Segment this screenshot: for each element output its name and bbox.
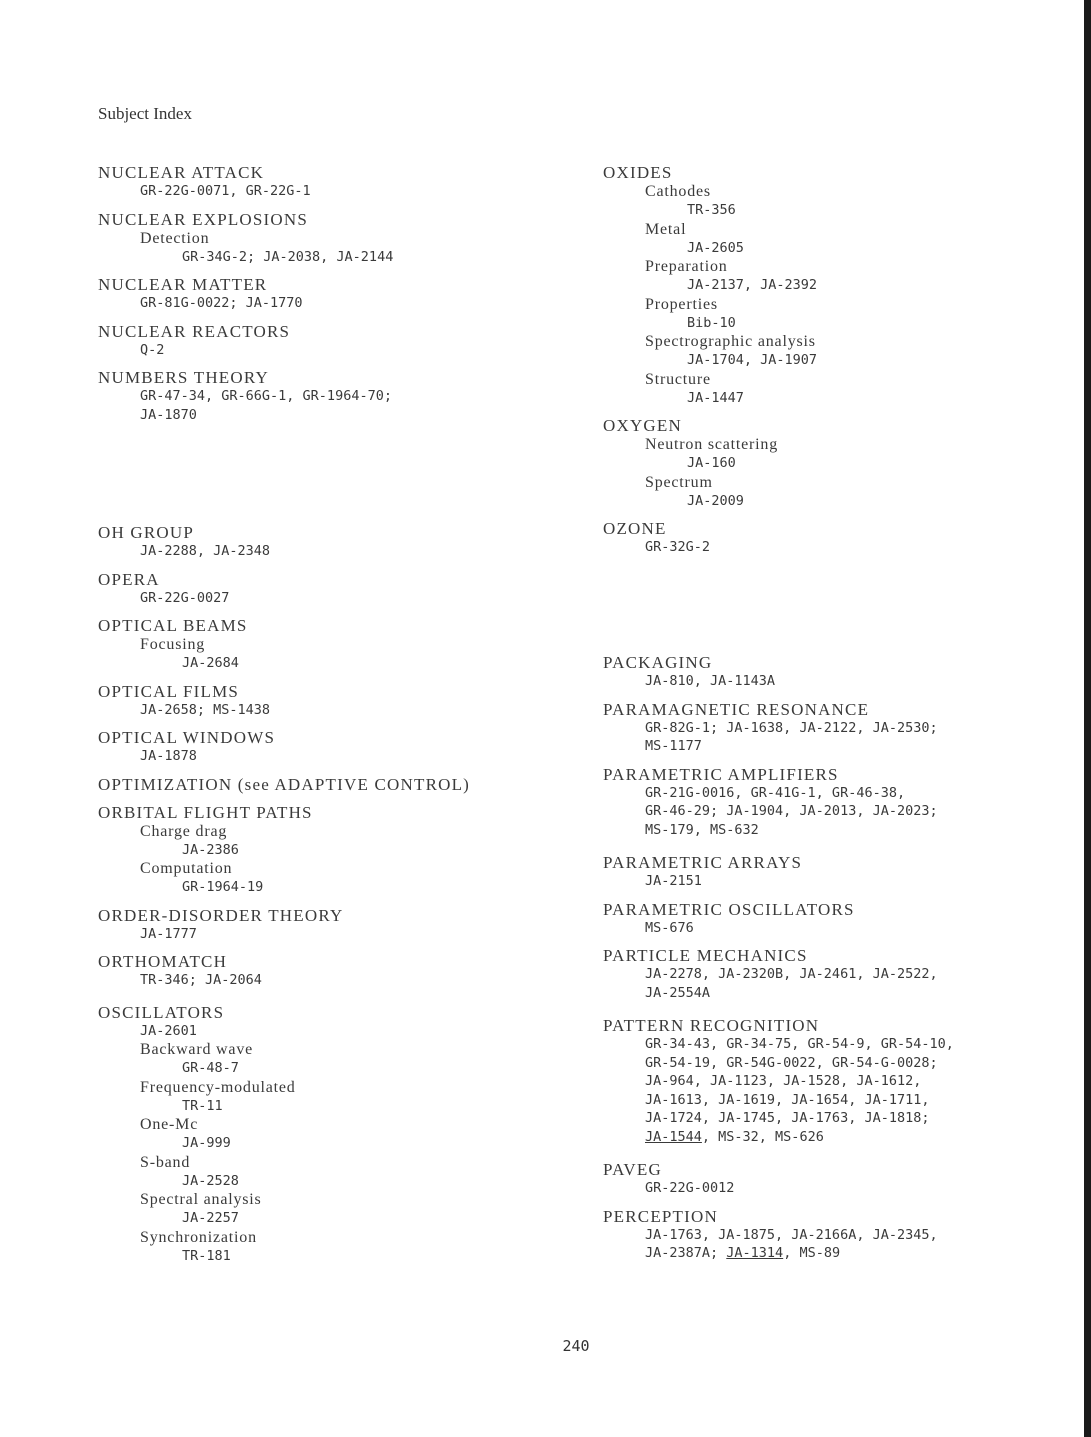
- index-term: ORDER-DISORDER THEORY: [98, 905, 344, 925]
- index-entry: [98, 523, 558, 561]
- index-term: NUCLEAR ATTACK: [98, 163, 265, 182]
- index-entry: [603, 416, 1073, 510]
- index-reference: GR-81G-0022; JA-1770: [140, 295, 303, 311]
- index-entry: [603, 653, 1073, 691]
- index-subterm: Detection: [140, 229, 210, 247]
- index-reference: JA-2278, JA-2320B, JA-2461, JA-2522,: [645, 966, 938, 982]
- index-reference: TR-356: [687, 202, 736, 218]
- index-reference: JA-2009: [687, 492, 744, 509]
- index-subterm: Computation: [140, 860, 233, 877]
- index-entry: [603, 700, 1073, 756]
- index-entry: [603, 1016, 1073, 1146]
- index-reference: Q-2: [140, 341, 165, 358]
- o-section-continued: [603, 163, 1073, 557]
- index-term: PARAMETRIC AMPLIFIERS: [603, 764, 839, 784]
- index-reference: [603, 1128, 1073, 1147]
- index-reference: GR-22G-0012: [645, 1180, 735, 1196]
- index-term: ORBITAL FLIGHT PATHS: [98, 802, 313, 822]
- index-reference: JA-999: [182, 1135, 231, 1151]
- underlined-reference: JA-1544: [645, 1128, 702, 1145]
- index-term: OPTICAL BEAMS: [98, 616, 248, 635]
- index-subterm: Properties: [645, 295, 718, 313]
- index-reference: Bib-10: [687, 314, 736, 331]
- index-reference: TR-346; JA-2064: [140, 972, 262, 988]
- index-reference: JA-2658; MS-1438: [140, 701, 271, 718]
- page-number: 240: [562, 1337, 590, 1355]
- index-entry: [603, 1207, 1073, 1263]
- index-term: PARAMAGNETIC RESONANCE: [603, 699, 870, 719]
- index-reference: JA-2257: [182, 1210, 239, 1226]
- index-reference: JA-964, JA-1123, JA-1528, JA-1612,: [645, 1073, 922, 1089]
- reference-lead: JA-2387A;: [645, 1245, 727, 1261]
- index-term: OSCILLATORS: [98, 1002, 225, 1022]
- index-reference: JA-2605: [687, 239, 744, 256]
- o-section: [98, 523, 558, 1274]
- index-entry: [98, 322, 558, 360]
- index-entry: [98, 682, 558, 720]
- index-reference: GR-32G-2: [645, 539, 711, 555]
- index-entry: [98, 1003, 558, 1266]
- index-reference: GR-34G-2; JA-2038, JA-2144: [182, 248, 394, 265]
- index-reference: TR-11: [182, 1097, 223, 1114]
- index-term: PAVEG: [603, 1160, 662, 1179]
- index-entry: [98, 775, 558, 794]
- index-reference: GR-46-29; JA-1904, JA-2013, JA-2023;: [645, 803, 938, 819]
- index-entry: [98, 275, 558, 313]
- index-reference: GR-48-7: [182, 1060, 239, 1076]
- index-reference: JA-1704, JA-1907: [687, 352, 818, 368]
- index-subterm: Spectrographic analysis: [645, 333, 816, 350]
- index-subterm: Preparation: [645, 258, 728, 275]
- underlined-reference: JA-1314: [726, 1245, 784, 1261]
- index-subterm: Focusing: [140, 636, 206, 653]
- index-term-cross-reference: OPTIMIZATION (see ADAPTIVE CONTROL): [98, 774, 471, 794]
- index-term: PATTERN RECOGNITION: [603, 1016, 820, 1035]
- index-term: OXYGEN: [603, 416, 682, 435]
- index-term: OH GROUP: [98, 523, 195, 542]
- index-subterm: Frequency-modulated: [140, 1078, 296, 1096]
- index-reference: JA-2601: [140, 1022, 197, 1039]
- index-subterm: Backward wave: [140, 1041, 254, 1058]
- index-reference: GR-54-19, GR-54G-0022, GR-54-G-0028;: [645, 1054, 938, 1071]
- index-entry: [603, 900, 1073, 938]
- index-reference: JA-1763, JA-1875, JA-2166A, JA-2345,: [645, 1226, 938, 1243]
- reference-continuation: , MS-32, MS-626: [701, 1128, 824, 1145]
- index-entry: [98, 906, 558, 944]
- right-column: [603, 163, 1073, 1261]
- index-subterm: Spectrum: [645, 473, 713, 491]
- index-reference: JA-1724, JA-1745, JA-1763, JA-1818;: [645, 1110, 930, 1126]
- index-reference: GR-22G-0027: [140, 589, 230, 606]
- index-reference: JA-2288, JA-2348: [140, 543, 271, 559]
- index-reference: MS-676: [645, 919, 694, 936]
- index-term: OPTICAL FILMS: [98, 681, 240, 701]
- index-term: PARAMETRIC ARRAYS: [603, 853, 803, 872]
- index-reference: TR-181: [182, 1247, 231, 1264]
- index-reference: GR-1964-19: [182, 879, 264, 895]
- index-entry: [98, 210, 558, 267]
- index-term: NUCLEAR EXPLOSIONS: [98, 209, 309, 229]
- index-term: OPERA: [98, 569, 160, 589]
- page-header: Subject Index: [98, 104, 192, 123]
- index-entry: [98, 570, 558, 608]
- index-entry: [603, 853, 1073, 891]
- index-term: ORTHOMATCH: [98, 952, 228, 971]
- index-term: PERCEPTION: [603, 1206, 718, 1226]
- index-reference: [603, 1244, 1073, 1263]
- index-subterm: Structure: [645, 370, 711, 388]
- index-reference: JA-1777: [140, 925, 197, 942]
- index-reference: JA-2554A: [645, 984, 711, 1001]
- index-term: PARAMETRIC OSCILLATORS: [603, 899, 855, 919]
- index-entry: [98, 163, 558, 201]
- index-entry: [98, 803, 558, 897]
- index-reference: MS-179, MS-632: [645, 821, 759, 838]
- index-entry: [98, 616, 558, 673]
- index-reference: JA-160: [687, 455, 736, 471]
- index-entry: [603, 946, 1073, 1002]
- index-subterm: Neutron scattering: [645, 436, 779, 453]
- index-subterm: Cathodes: [645, 183, 711, 200]
- index-subterm: One-Mc: [140, 1116, 199, 1133]
- index-subterm: Metal: [645, 220, 687, 238]
- p-section: [603, 653, 1073, 1272]
- index-term: OPTICAL WINDOWS: [98, 728, 276, 747]
- index-entry: [603, 519, 1073, 557]
- index-entry: [98, 952, 558, 990]
- index-entry: [98, 728, 558, 766]
- index-reference: GR-82G-1; JA-1638, JA-2122, JA-2530;: [645, 719, 938, 736]
- index-reference: JA-810, JA-1143A: [645, 673, 776, 689]
- index-reference: JA-1447: [687, 389, 744, 406]
- index-entry: [98, 368, 558, 424]
- index-subterm: Charge drag: [140, 822, 228, 840]
- index-reference: JA-1613, JA-1619, JA-1654, JA-1711,: [645, 1091, 930, 1108]
- index-term: PARTICLE MECHANICS: [603, 946, 808, 965]
- index-term: OXIDES: [603, 163, 673, 182]
- index-term: OZONE: [603, 519, 667, 538]
- index-reference: JA-2528: [182, 1172, 239, 1189]
- index-subterm: S-band: [140, 1153, 191, 1171]
- index-reference: GR-21G-0016, GR-41G-1, GR-46-38,: [645, 784, 906, 801]
- index-reference: GR-34-43, GR-34-75, GR-54-9, GR-54-10,: [645, 1036, 954, 1052]
- n-section: [98, 163, 558, 424]
- index-subterm: Spectral analysis: [140, 1191, 262, 1208]
- index-reference: JA-2151: [645, 873, 702, 889]
- page-edge-shadow: [1084, 0, 1091, 1437]
- index-reference: GR-47-34, GR-66G-1, GR-1964-70;: [140, 388, 392, 404]
- index-term: PACKAGING: [603, 653, 713, 672]
- index-term: NUMBERS THEORY: [98, 368, 269, 387]
- index-entry: [603, 1160, 1073, 1198]
- index-reference: JA-2684: [182, 655, 239, 671]
- index-reference: GR-22G-0071, GR-22G-1: [140, 183, 311, 199]
- index-subterm: Synchronization: [140, 1228, 257, 1246]
- index-term: NUCLEAR MATTER: [98, 275, 268, 294]
- index-entry: [603, 163, 1073, 407]
- index-reference: MS-1177: [645, 738, 702, 754]
- index-reference: JA-1870: [140, 406, 197, 423]
- index-term: NUCLEAR REACTORS: [98, 321, 291, 341]
- index-reference: JA-2137, JA-2392: [687, 277, 818, 293]
- index-reference: JA-2386: [182, 841, 239, 858]
- left-column: [98, 163, 558, 1264]
- reference-continuation: , MS-89: [783, 1245, 841, 1261]
- index-entry: [603, 765, 1073, 840]
- index-reference: JA-1878: [140, 748, 197, 764]
